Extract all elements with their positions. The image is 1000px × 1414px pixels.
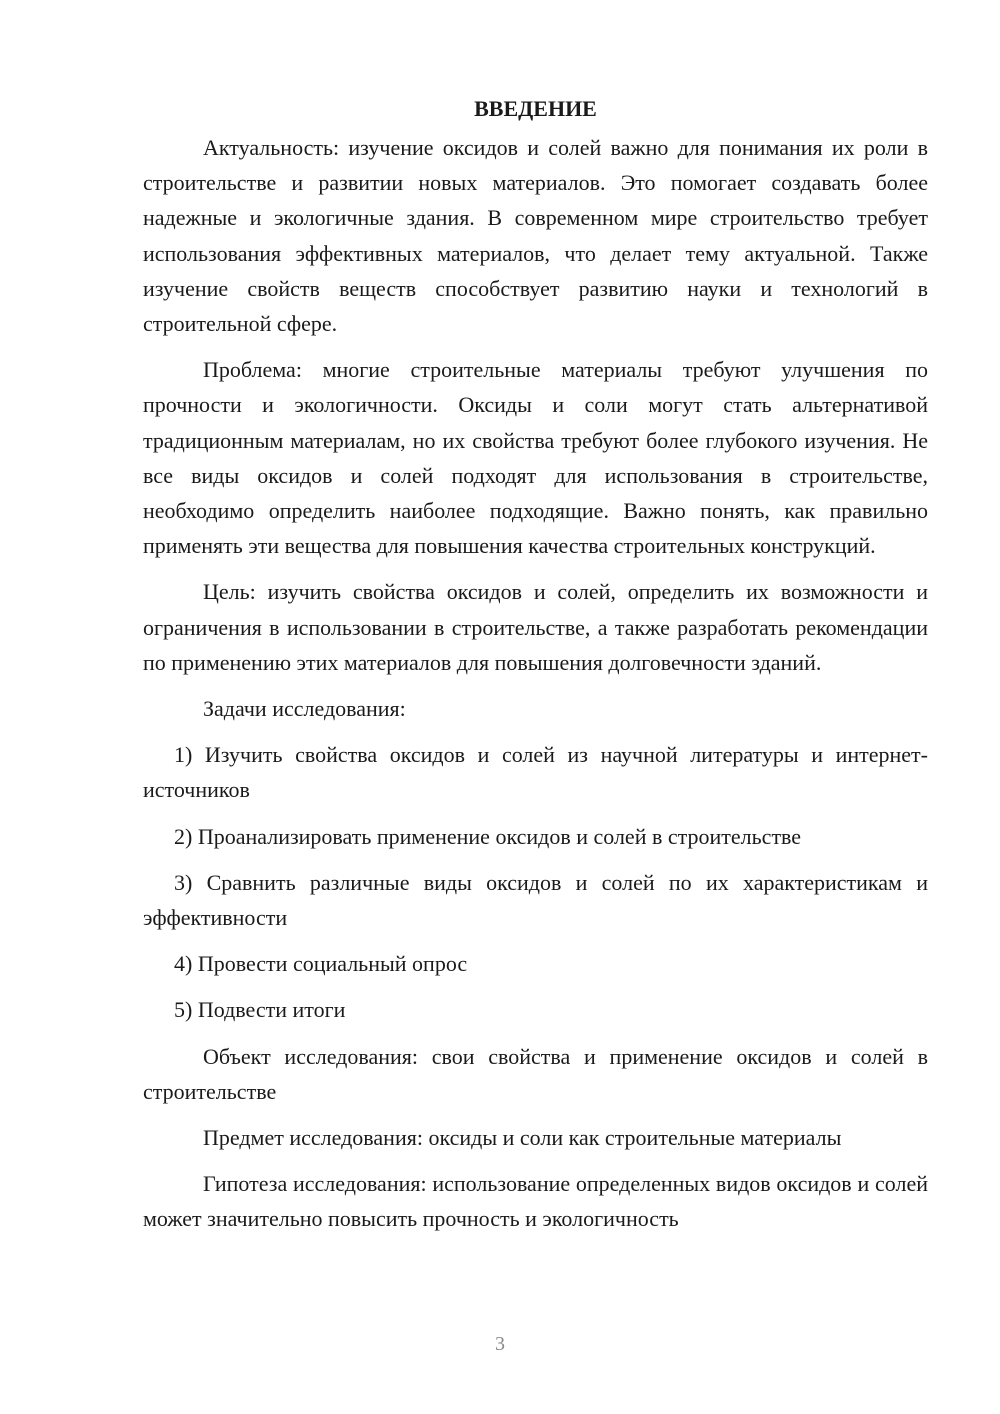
relevance-paragraph: Актуальность: изучение оксидов и солей важно для понимания их роли в строительстве и развитии новых материалов. Это помогает создавать более надежные и экологичные здания. В современном мире строительство требует использования эффективных материалов, что делает тему актуальной. Также изучение свойств веществ способствует развитию науки и технологий в строительной сфере. — [143, 135, 928, 337]
task-item-4: 4) Провести социальный опрос — [174, 951, 468, 977]
document-page — [143, 92, 928, 1248]
object-paragraph: Объект исследования: свои свойства и применение оксидов и солей в строительстве — [143, 1043, 928, 1104]
tasks-heading: Задачи исследования: — [203, 696, 406, 722]
problem-paragraph: Проблема: многие строительные материалы требуют улучшения по прочности и экологичности. Оксиды и соли могут стать альтернативой традиционным материалам, но их свойства требуют более глубокого изучения. Не все виды оксидов и солей подходят для использования в строительстве, необходимо определить наиболее подходящие. Важно понять, как правильно применять эти вещества для повышения качества строительных конструкций. — [143, 357, 928, 559]
subject-paragraph: Предмет исследования: оксиды и соли как строительные материалы — [203, 1125, 842, 1151]
task-item-1: 1) Изучить свойства оксидов и солей из научной литературы и интернет-источников — [143, 742, 928, 803]
task-item-2: 2) Проанализировать применение оксидов и солей в строительстве — [174, 823, 802, 849]
section-title: ВВЕДЕНИЕ — [474, 96, 597, 121]
hypothesis-paragraph: Гипотеза исследования: использование определенных видов оксидов и солей может значительно повысить прочность и экологичность — [143, 1171, 928, 1232]
task-item-3: 3) Сравнить различные виды оксидов и солей по их характеристикам и эффективности — [143, 869, 928, 931]
task-item-5: 5) Подвести итоги — [174, 997, 346, 1023]
page-number: 3 — [495, 1333, 505, 1355]
goal-paragraph: Цель: изучить свойства оксидов и солей, определить их возможности и ограничения в использовании в строительстве, а также разработать рекомендации по применению этих материалов для повышения долговечности зданий. — [143, 579, 928, 675]
